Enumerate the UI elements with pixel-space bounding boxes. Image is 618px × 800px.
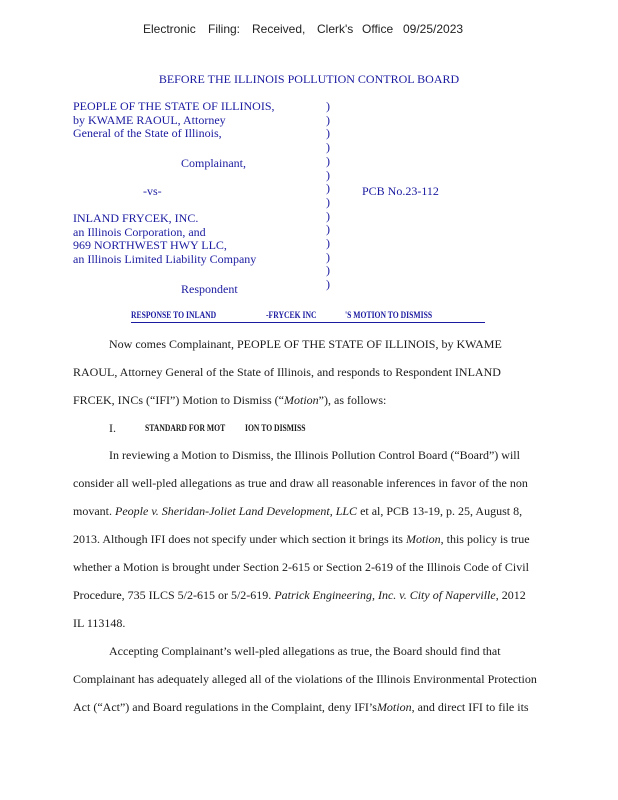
para1-text: ”), as follows: xyxy=(318,393,387,407)
section1-title-a: STANDARD FOR MOT xyxy=(145,423,226,433)
paren: ) xyxy=(326,140,330,155)
case-citation-patrick: Patrick Engineering, Inc. v. City of Naperville xyxy=(274,588,496,602)
para1-motion-italic: Motion xyxy=(284,393,319,407)
caption-vs: -vs- xyxy=(143,184,162,198)
paren: ) xyxy=(326,99,330,113)
caption-plaintiff xyxy=(73,100,275,141)
caption-plaintiff-line: by KWAME RAOUL, Attorney xyxy=(73,112,226,127)
motion-title-part3: 'S MOTION TO DISMISS xyxy=(345,310,433,320)
caption-respondent-line: an Illinois Corporation, and xyxy=(73,224,206,239)
para2-line7: IL 113148. xyxy=(73,616,126,630)
paren: ) xyxy=(326,208,330,223)
para2-line4 xyxy=(73,532,530,547)
caption-respondent-line: an Illinois Limited Liability Company xyxy=(73,252,257,267)
paren: ) xyxy=(326,222,330,237)
para3-line1: Accepting Complainant’s well-pled allegations as true, the Board should find that xyxy=(109,644,501,658)
paren: ) xyxy=(326,126,330,141)
header-office: Office xyxy=(362,22,394,36)
para2-text: et al, PCB 13-19, p. 25, August 8, xyxy=(360,504,523,518)
paren: ) xyxy=(326,236,330,251)
paren: ) xyxy=(326,181,330,196)
caption-case-number: PCB No.23-112 xyxy=(362,184,439,198)
caption-complainant: Complainant, xyxy=(181,156,246,170)
caption-plaintiff-line: PEOPLE OF THE STATE OF ILLINOIS, xyxy=(73,99,275,113)
para2-text: , this policy is true xyxy=(440,532,530,546)
para2-line5: whether a Motion is brought under Section 2-615 or Section 2-619 of the Illinois Code of Civil xyxy=(73,560,529,574)
para2-line1: In reviewing a Motion to Dismiss, the Illinois Pollution Control Board (“Board”) will xyxy=(109,448,520,462)
caption-respondents xyxy=(73,212,256,267)
para2-motion-italic: Motion xyxy=(405,532,441,546)
para3-text: , and direct IFI to file its xyxy=(411,700,529,714)
para3-text: Act (“Act”) and Board regulations in the Complaint, deny IFI’s xyxy=(73,700,377,714)
paren: ) xyxy=(326,112,330,127)
header-electronic: Electronic xyxy=(143,22,196,36)
paren: ) xyxy=(326,153,330,168)
para2-line3 xyxy=(73,504,522,519)
section1-title-b: ION TO DISMISS xyxy=(245,423,306,433)
motion-title-part2: -FRYCEK INC xyxy=(266,310,317,320)
para2-text: Procedure, 735 ILCS 5/2-615 or 5/2-619. xyxy=(73,588,272,602)
para2-text: 2013. Although IFI does not specify under which section it brings its xyxy=(73,532,403,546)
para2-text: , 2012 xyxy=(495,588,526,602)
para3-motion-italic: Motion xyxy=(376,700,412,714)
caption-respondent-line: INLAND FRYCEK, INC. xyxy=(73,211,199,225)
case-citation-sheridan: People v. Sheridan-Joliet Land Development, LLC xyxy=(115,504,358,518)
paren: ) xyxy=(326,194,330,209)
para1-line2: RAOUL, Attorney General of the State of Illinois, and responds to Respondent INLAND xyxy=(73,365,501,379)
caption-respondent-line: 969 NORTHWEST HWY LLC, xyxy=(73,238,227,253)
paren: ) xyxy=(326,167,330,182)
caption-parens xyxy=(326,100,330,292)
caption-plaintiff-line: General of the State of Illinois, xyxy=(73,126,222,141)
para3-line3 xyxy=(73,700,529,715)
section1-number: I. xyxy=(109,421,116,435)
motion-title xyxy=(131,310,485,323)
motion-title-part1: RESPONSE TO INLAND xyxy=(131,310,217,320)
board-title: BEFORE THE ILLINOIS POLLUTION CONTROL BOARD xyxy=(158,72,460,86)
paren: ) xyxy=(326,263,330,278)
header-date: 09/25/2023 xyxy=(403,22,464,36)
header-filing: Filing: xyxy=(208,22,241,36)
para2-line2: consider all well-pled allegations as true and draw all reasonable inferences in favor of the non xyxy=(73,476,528,490)
para1-text: FRCEK, INCs (“IFI”) Motion to Dismiss (“ xyxy=(73,393,284,407)
paren: ) xyxy=(326,249,330,264)
header-clerks: Clerk's xyxy=(317,22,354,36)
para1-line3 xyxy=(73,393,386,408)
para2-text: movant. xyxy=(73,504,112,518)
caption-respondent-label: Respondent xyxy=(181,282,238,296)
para1-line1: Now comes Complainant, PEOPLE OF THE STATE OF ILLINOIS, by KWAME xyxy=(109,337,502,351)
para3-line2: Complainant has adequately alleged all of the violations of the Illinois Environmental Protection xyxy=(73,672,537,686)
header-received: Received, xyxy=(252,22,306,36)
para2-line6 xyxy=(73,588,526,603)
paren: ) xyxy=(326,277,330,292)
